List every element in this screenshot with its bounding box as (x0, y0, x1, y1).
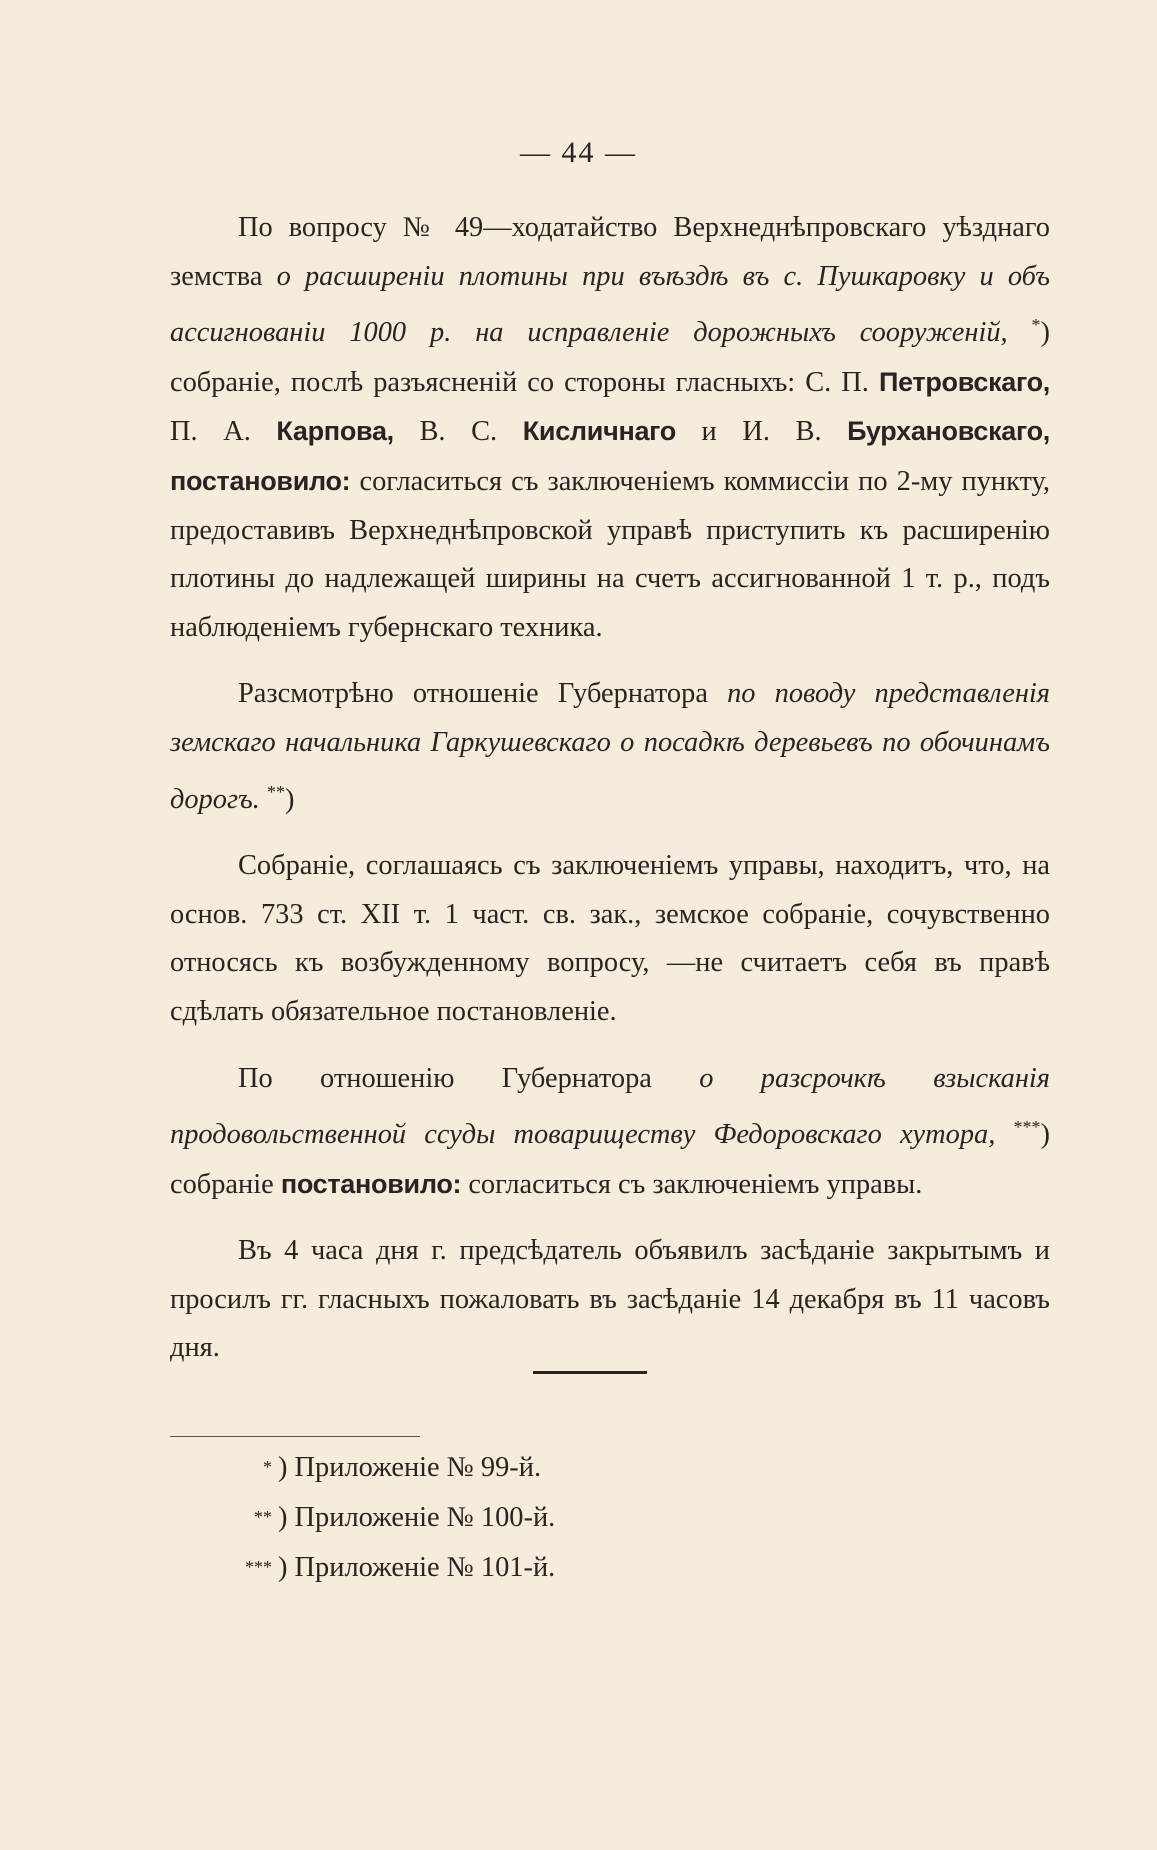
paragraph-trees (170, 670, 1050, 824)
page-number: — 44 — (520, 136, 637, 169)
text-run: ) (284, 783, 295, 815)
bold-decision: постановило: (280, 1168, 462, 1199)
footnote-mark: *** (245, 1557, 272, 1577)
paragraph-closing (170, 1227, 1050, 1373)
footnote-text: ) Приложеніе № 99-й. (278, 1452, 542, 1483)
bold-decision: Бурхановскаго, постановило: (170, 416, 1050, 496)
footnote-item (200, 1446, 700, 1496)
text-run: П. А. (170, 416, 277, 448)
text-run: В. С. (393, 416, 523, 448)
footnote-mark: * (263, 1457, 272, 1477)
footnote-mark: ** (254, 1507, 272, 1527)
italic-subject: о расширеніи плотины при въѣздѣ въ с. Пушкаровку и объ ассигнованіи 1000 р. на исправленіе дорожныхъ сооруженій, (170, 260, 1050, 349)
paragraph-assembly-view (170, 842, 1050, 1036)
footnote-text: ) Приложеніе № 101-й. (278, 1552, 556, 1583)
body-text (170, 204, 1050, 1391)
text-run: Собраніе, соглашаясь съ заключеніемъ управы, находитъ, что, на основ. 733 ст. XII т. 1 част. св. зак., земское собраніе, сочувственно относясь къ возбужденному вопросу, —не считаетъ себя въ правѣ сдѣлать обязательное постановленіе. (170, 850, 1050, 1027)
footnote-divider (170, 1436, 420, 1437)
footnote-item (200, 1546, 700, 1596)
text-run: Разсмотрѣно отношеніе Губернатора (238, 678, 728, 710)
section-divider (533, 1371, 647, 1374)
bold-name: Кисличнаго (522, 416, 676, 447)
footnote-ref: *** (1013, 1117, 1041, 1138)
text-run: и И. В. (675, 416, 848, 448)
text-run: По вопросу № 49—ходатайство Верхнеднѣпровскаго уѣзднаго земства (170, 212, 1050, 292)
italic-subject: о разсрочкѣ взысканія продовольственной ссуды товариществу Федоровскаго хутора, (170, 1062, 1051, 1151)
text-run: согласиться съ заключеніемъ управы. (461, 1168, 923, 1200)
text-run: Въ 4 часа дня г. предсѣдатель объявилъ засѣданіе закрытымъ и просилъ гг. гласныхъ пожаловать въ засѣданіе 14 декабря въ 11 часовъ дня. (170, 1235, 1050, 1364)
footnote-ref: ** (266, 781, 285, 802)
footnote-text: ) Приложеніе № 100-й. (278, 1502, 556, 1533)
bold-name: Петровскаго, (878, 366, 1050, 397)
footnote-item (200, 1496, 700, 1546)
text-run: ) собраніе, послѣ разъясненій со стороны гласныхъ: С. П. (170, 317, 1050, 398)
italic-subject: по поводу представленія земскаго начальника Гаркушевскаго о посадкѣ деревьевъ по обочинамъ дорогъ. (170, 678, 1050, 815)
text-run: ) собраніе (170, 1119, 1050, 1200)
paragraph-dam (170, 204, 1050, 652)
text-run: согласиться съ заключеніемъ коммиссіи по 2-му пункту, предоставивъ Верхнеднѣпровской управѣ приступить къ расширенію плотины до надлежащей ширины на счетъ ассигнованной 1 т. р., подъ наблюденіемъ губернскаго техника. (170, 465, 1050, 643)
paragraph-loan (170, 1055, 1050, 1210)
footnote-ref: * (1031, 315, 1041, 336)
text-run: По отношенію Губернатора (238, 1062, 700, 1094)
bold-name: Карпова, (276, 416, 394, 447)
footnotes (200, 1446, 700, 1596)
